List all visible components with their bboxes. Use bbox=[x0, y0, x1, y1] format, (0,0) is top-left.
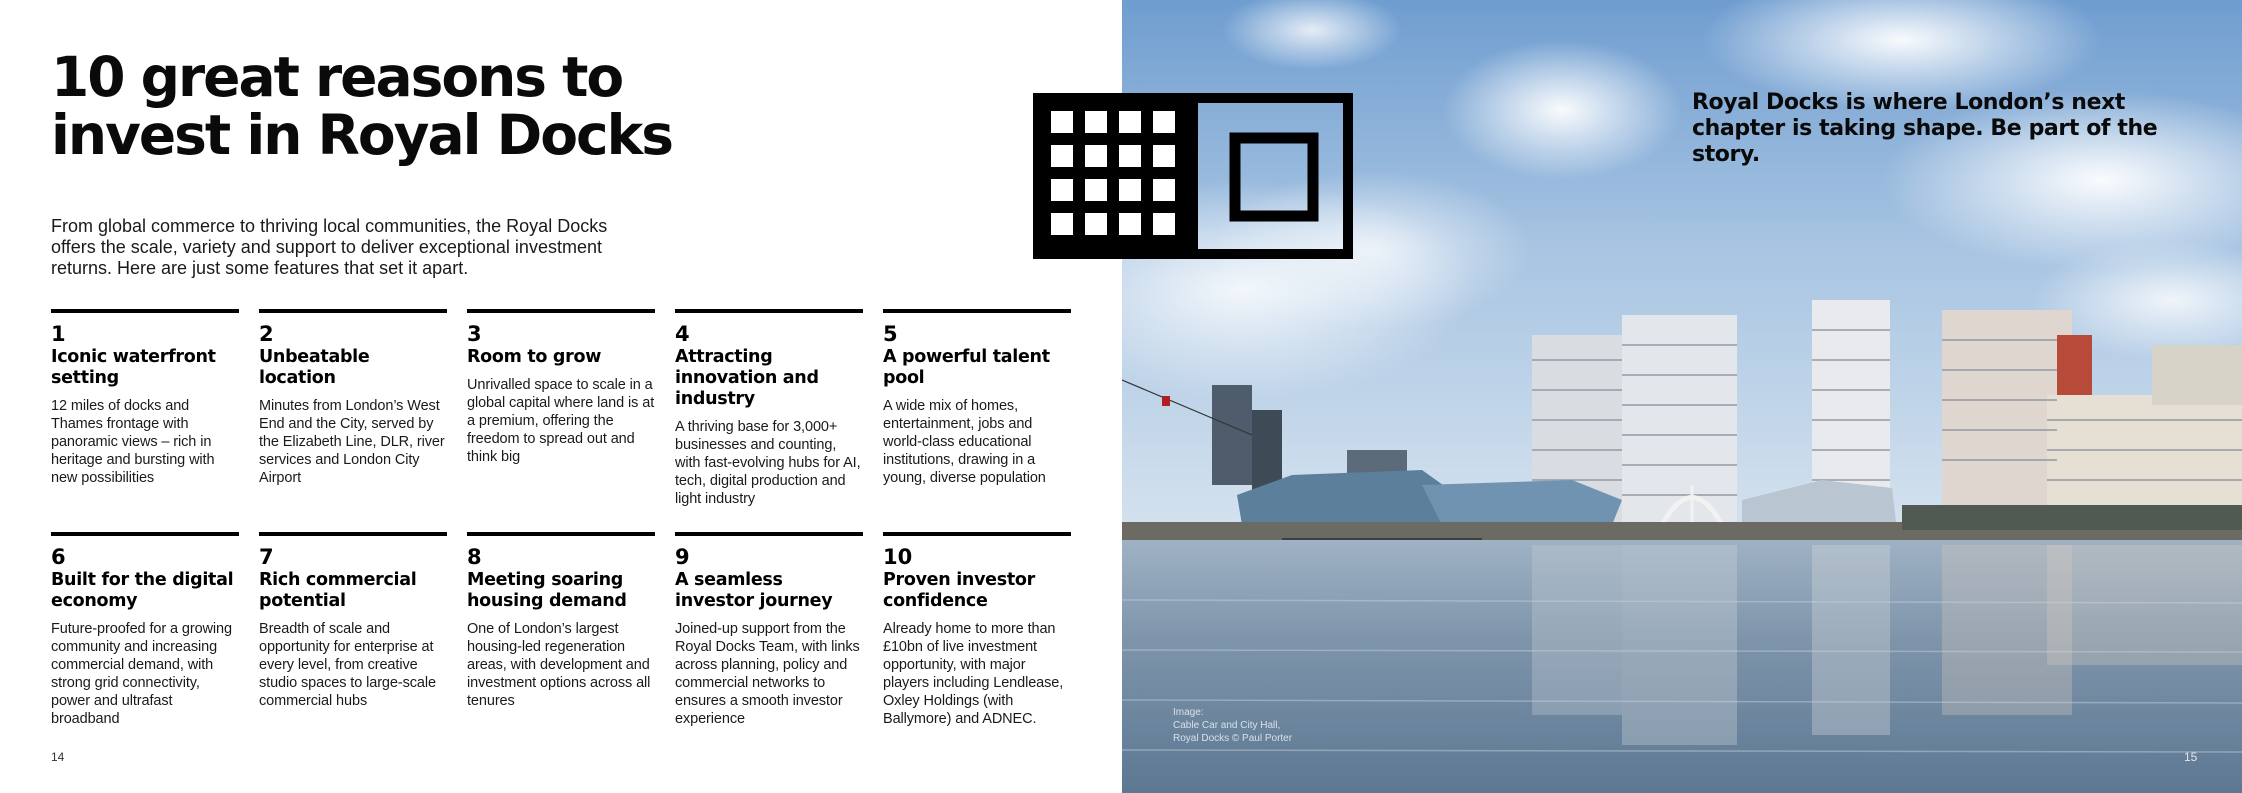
reason-title: A seamless investor journey bbox=[675, 570, 833, 611]
reason-9 bbox=[675, 532, 863, 728]
reason-description: Future-proofed for a growing community and increasing commercial demand, with strong grid connectivity, power and ultrafast broadband bbox=[51, 621, 232, 727]
credit-line: Cable Car and City Hall, bbox=[1173, 720, 1281, 731]
royal-docks-grid-square-logo-icon bbox=[1033, 93, 1353, 259]
reason-1 bbox=[51, 309, 239, 487]
page-number-right: 15 bbox=[2184, 750, 2198, 764]
reason-7 bbox=[259, 532, 447, 710]
page-headline: 10 great reasons to invest in Royal Docks bbox=[51, 45, 672, 167]
reason-number: 9 bbox=[675, 545, 690, 569]
reason-number: 5 bbox=[883, 322, 898, 346]
reason-title: A powerful talent pool bbox=[883, 347, 1050, 388]
credit-line: Image: bbox=[1173, 707, 1204, 718]
reason-title: Rich commercial potential bbox=[259, 570, 417, 611]
reason-title: Attracting innovation and industry bbox=[675, 347, 819, 409]
reason-2 bbox=[259, 309, 447, 487]
page-number-left: 14 bbox=[51, 750, 65, 764]
reason-description: Joined-up support from the Royal Docks Team, with links across planning, policy and commercial networks to ensures a smooth investor experience bbox=[675, 621, 860, 727]
reason-description: A thriving base for 3,000+ businesses and counting, with fast-evolving hubs for AI, tech, digital production and light industry bbox=[675, 419, 861, 507]
reason-4 bbox=[675, 309, 863, 508]
reason-description: One of London’s largest housing-led regeneration areas, with development and investment options across all tenures bbox=[467, 621, 651, 709]
reason-number: 4 bbox=[675, 322, 690, 346]
reason-10 bbox=[883, 532, 1071, 728]
reason-3 bbox=[467, 309, 655, 466]
reason-title: Room to grow bbox=[467, 347, 602, 367]
reason-number: 2 bbox=[259, 322, 274, 346]
reason-number: 7 bbox=[259, 545, 274, 569]
reason-title: Meeting soaring housing demand bbox=[467, 570, 627, 611]
reason-description: Breadth of scale and opportunity for enterprise at every level, from creative studio spaces to large-scale commercial hubs bbox=[259, 621, 436, 709]
photo-credit bbox=[1173, 706, 1373, 745]
reason-number: 3 bbox=[467, 322, 482, 346]
reason-title: Proven investor confidence bbox=[883, 570, 1035, 611]
reason-8 bbox=[467, 532, 655, 710]
reason-description: A wide mix of homes, entertainment, jobs and world-class educational institutions, drawing in a young, diverse population bbox=[883, 398, 1046, 486]
reason-description: Minutes from London’s West End and the City, served by the Elizabeth Line, DLR, river services and London City Airport bbox=[259, 398, 445, 486]
reason-5 bbox=[883, 309, 1071, 487]
reason-number: 6 bbox=[51, 545, 66, 569]
reason-description: 12 miles of docks and Thames frontage with panoramic views – rich in heritage and bursting with new possibilities bbox=[51, 398, 215, 486]
reason-title: Unbeatable location bbox=[259, 347, 370, 388]
reason-number: 10 bbox=[883, 545, 913, 569]
credit-line: Royal Docks © Paul Porter bbox=[1173, 733, 1293, 744]
reason-title: Built for the digital economy bbox=[51, 570, 234, 611]
reason-6 bbox=[51, 532, 239, 728]
reason-title: Iconic waterfront setting bbox=[51, 347, 216, 388]
reason-description: Unrivalled space to scale in a global capital where land is at a premium, offering the freedom to spread out and think big bbox=[467, 377, 655, 465]
reason-description: Already home to more than £10bn of live investment opportunity, with major players including Lendlease, Oxley Holdings (with Ballymore) and ADNEC. bbox=[883, 621, 1064, 727]
intro-paragraph: From global commerce to thriving local communities, the Royal Docks offers the scale, variety and support to deliver exceptional investment returns. Here are just some features that set it apart. bbox=[51, 216, 608, 278]
reason-number: 8 bbox=[467, 545, 482, 569]
tagline: Royal Docks is where London’s next chapter is taking shape. Be part of the story. bbox=[1692, 90, 2158, 167]
reason-number: 1 bbox=[51, 322, 66, 346]
